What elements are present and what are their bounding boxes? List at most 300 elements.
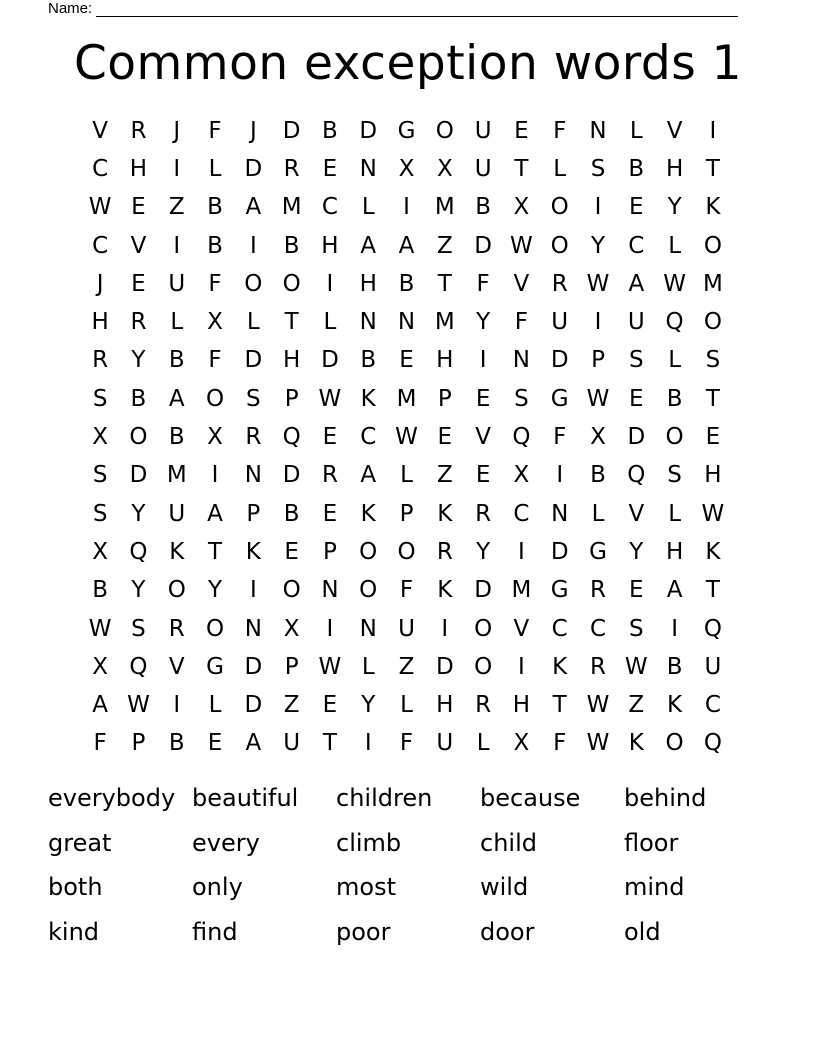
grid-letter: S [629, 615, 644, 642]
grid-letter: S [92, 500, 108, 527]
grid-letter: P [284, 653, 299, 680]
grid-letter: B [666, 653, 683, 680]
grid-letter: I [364, 730, 372, 757]
word-list [48, 778, 768, 956]
grid-letter: X [590, 424, 606, 451]
grid-letter: R [551, 270, 568, 297]
grid-letter: J [173, 117, 181, 144]
grid-letter: N [321, 577, 339, 604]
word-list-item: great [48, 828, 112, 857]
grid-letter: L [208, 155, 222, 182]
grid-letter: T [322, 730, 337, 757]
grid-letter: I [556, 462, 564, 489]
word-list-item: beautiful [192, 784, 299, 812]
grid-letter: D [550, 347, 569, 374]
grid-letter: J [249, 117, 257, 144]
grid-letter: I [594, 309, 602, 336]
word-list-item: kind [48, 917, 100, 946]
grid-letter: E [322, 424, 338, 451]
grid-letter: D [129, 462, 148, 489]
grid-letter: H [704, 462, 722, 489]
grid-letter: U [474, 117, 492, 144]
name-blank-line [96, 1, 738, 17]
grid-letter: K [360, 500, 376, 527]
grid-letter: W [586, 730, 610, 757]
grid-letter: I [441, 615, 449, 642]
grid-letter: J [96, 270, 104, 297]
grid-letter: Y [361, 692, 376, 719]
grid-letter: V [475, 424, 491, 451]
grid-letter: V [168, 653, 185, 680]
grid-letter: T [705, 577, 720, 604]
grid-letter: I [326, 270, 334, 297]
grid-letter: W [624, 653, 648, 680]
grid-letter: M [434, 309, 455, 336]
grid-letter: R [321, 462, 338, 489]
grid-letter: B [360, 347, 377, 374]
grid-letter: W [510, 232, 533, 259]
grid-letter: N [244, 462, 262, 489]
grid-letter: R [92, 347, 109, 374]
grid-letter: C [628, 232, 645, 259]
grid-letter: L [361, 653, 375, 680]
grid-letter: B [168, 347, 185, 374]
grid-letter: Q [703, 730, 722, 757]
word-list-item: find [192, 917, 238, 946]
grid-letter: Q [282, 424, 301, 451]
word-list-item: door [480, 917, 535, 946]
grid-letter: Y [131, 577, 146, 604]
grid-letter: H [91, 309, 109, 336]
grid-letter: S [705, 347, 721, 374]
grid-letter: V [513, 270, 530, 297]
grid-letter: T [552, 692, 567, 719]
grid-letter: F [208, 347, 222, 374]
grid-letter: I [173, 692, 181, 719]
grid-letter: K [667, 692, 683, 719]
grid-letter: O [550, 232, 569, 259]
grid-letter: D [321, 347, 339, 374]
grid-letter: A [398, 232, 415, 259]
grid-letter: L [400, 692, 413, 719]
grid-letter: F [208, 117, 222, 144]
grid-letter: X [513, 194, 530, 221]
grid-letter: I [594, 194, 602, 221]
grid-letter: D [359, 117, 378, 144]
grid-letter: O [703, 232, 722, 259]
grid-letter: B [283, 232, 300, 259]
grid-letter: Y [208, 577, 223, 604]
grid-letter: C [92, 232, 109, 259]
grid-letter: O [205, 615, 225, 642]
grid-letter: L [208, 692, 222, 719]
grid-letter: Z [168, 194, 185, 221]
word-list-item: because [480, 784, 581, 812]
grid-letter: E [514, 117, 529, 144]
grid-letter: L [591, 500, 605, 527]
grid-letter: Q [512, 424, 531, 451]
grid-letter: B [92, 577, 109, 604]
grid-letter: G [397, 117, 416, 144]
grid-letter: L [170, 309, 184, 336]
grid-letter: B [398, 270, 415, 297]
grid-letter: T [284, 309, 299, 336]
grid-letter: S [590, 155, 606, 182]
grid-letter: D [627, 424, 646, 451]
grid-letter: V [628, 500, 645, 527]
grid-letter: X [92, 653, 109, 680]
grid-letter: Z [398, 653, 415, 680]
grid-letter: M [702, 270, 723, 297]
grid-letter: M [434, 194, 455, 221]
grid-letter: U [436, 730, 454, 757]
grid-letter: R [130, 117, 147, 144]
grid-letter: R [168, 615, 185, 642]
grid-letter: D [282, 117, 301, 144]
grid-letter: O [474, 615, 493, 642]
grid-letter: K [360, 385, 376, 412]
grid-letter: W [701, 500, 725, 527]
grid-letter: F [553, 117, 567, 144]
grid-letter: I [671, 615, 678, 642]
grid-letter: D [244, 347, 263, 374]
grid-letter: N [589, 117, 607, 144]
grid-letter: I [518, 538, 525, 565]
grid-letter: B [322, 117, 338, 144]
word-list-item: only [192, 873, 243, 901]
grid-letter: Z [436, 232, 453, 259]
grid-letter: A [168, 385, 185, 412]
grid-letter: M [511, 577, 532, 604]
grid-letter: B [475, 194, 491, 221]
grid-letter: M [166, 462, 187, 489]
grid-letter: V [92, 117, 109, 144]
grid-letter: Y [667, 194, 682, 221]
word-list-item: child [480, 828, 537, 857]
grid-letter: E [284, 538, 299, 565]
grid-letter: H [359, 270, 377, 297]
grid-letter: F [553, 424, 567, 451]
word-list-item: everybody [48, 784, 176, 812]
grid-letter: S [629, 347, 644, 374]
word-list-item: old [624, 917, 661, 946]
grid-letter: O [282, 270, 301, 297]
grid-letter: X [436, 155, 453, 182]
grid-letter: U [168, 500, 186, 527]
grid-letter: E [629, 577, 644, 604]
grid-letter: L [361, 194, 375, 221]
grid-letter: E [322, 155, 338, 182]
page-title: Common exception words 1 [73, 36, 743, 91]
grid-letter: U [283, 730, 301, 757]
grid-letter: X [92, 424, 109, 451]
grid-letter: O [359, 577, 378, 604]
grid-letter: D [550, 538, 569, 565]
grid-letter: O [167, 577, 186, 604]
grid-letter: N [244, 615, 262, 642]
grid-letter: G [589, 538, 607, 565]
grid-letter: N [512, 347, 531, 374]
grid-letter: X [207, 309, 223, 336]
grid-letter: Y [476, 538, 491, 565]
word-list-item: both [48, 873, 103, 901]
grid-letter: U [551, 309, 569, 336]
grid-letter: K [169, 538, 185, 565]
grid-letter: S [92, 462, 108, 489]
grid-letter: H [665, 538, 684, 565]
grid-letter: D [474, 577, 492, 604]
grid-letter: K [705, 194, 721, 221]
grid-letter: K [552, 653, 568, 680]
grid-letter: O [359, 538, 378, 565]
grid-letter: R [283, 155, 300, 182]
word-list-item: behind [624, 784, 707, 812]
grid-letter: E [322, 692, 338, 719]
grid-letter: S [667, 462, 682, 489]
word-list-item: climb [336, 828, 402, 857]
grid-letter: C [704, 692, 721, 719]
grid-letter: R [475, 500, 492, 527]
grid-letter: C [513, 500, 530, 527]
grid-letter: D [244, 155, 263, 182]
grid-letter: H [129, 155, 148, 182]
grid-letter: M [396, 385, 417, 412]
grid-letter: W [663, 270, 686, 297]
grid-letter: U [704, 653, 722, 680]
grid-letter: L [668, 347, 682, 374]
grid-letter: O [435, 117, 454, 144]
grid-letter: E [475, 462, 491, 489]
grid-letter: D [244, 692, 263, 719]
grid-letter: M [281, 194, 302, 221]
grid-letter: E [437, 424, 453, 451]
grid-letter: K [628, 730, 644, 757]
grid-letter: F [399, 577, 414, 604]
grid-letter: F [553, 730, 567, 757]
grid-letter: W [127, 692, 150, 719]
grid-letter: F [208, 270, 222, 297]
name-field [48, 0, 738, 17]
grid-letter: H [665, 155, 684, 182]
grid-letter: I [249, 577, 257, 604]
grid-letter: D [435, 653, 454, 680]
grid-letter: S [246, 385, 261, 412]
grid-letter: V [513, 615, 530, 642]
word-list-item: every [192, 828, 260, 857]
grid-letter: O [703, 309, 722, 336]
grid-letter: Q [665, 309, 684, 336]
grid-letter: P [437, 385, 452, 412]
grid-letter: R [590, 577, 606, 604]
grid-letter: N [551, 500, 569, 527]
grid-letter: I [518, 653, 525, 680]
grid-letter: W [586, 270, 610, 297]
grid-letter: O [129, 424, 148, 451]
grid-letter: I [709, 117, 717, 144]
grid-letter: S [514, 385, 529, 412]
grid-letter: F [399, 730, 414, 757]
grid-letter: H [436, 347, 454, 374]
grid-letter: D [282, 462, 301, 489]
grid-letter: X [207, 424, 223, 451]
grid-letter: T [514, 155, 529, 182]
word-list-item: mind [624, 873, 685, 901]
grid-letter: N [359, 155, 377, 182]
grid-letter: E [322, 500, 338, 527]
grid-letter: X [513, 462, 530, 489]
grid-letter: U [398, 615, 415, 642]
grid-letter: Q [129, 653, 148, 680]
grid-letter: T [705, 155, 720, 182]
grid-letter: E [475, 385, 491, 412]
grid-letter: B [130, 385, 147, 412]
grid-letter: A [360, 232, 377, 259]
grid-letter: I [173, 155, 181, 182]
grid-letter: R [130, 309, 147, 336]
name-label: Name: [48, 0, 93, 17]
grid-letter: U [168, 270, 186, 297]
grid-letter: E [629, 194, 644, 221]
grid-letter: H [282, 347, 301, 374]
grid-letter: E [629, 385, 644, 412]
grid-letter: B [207, 232, 223, 259]
grid-letter: Y [590, 232, 606, 259]
grid-letter: S [92, 385, 108, 412]
grid-letter: B [168, 424, 185, 451]
grid-letter: Y [476, 309, 491, 336]
grid-letter: K [437, 577, 453, 604]
grid-letter: L [246, 309, 260, 336]
grid-letter: T [437, 270, 452, 297]
grid-letter: E [131, 194, 146, 221]
grid-letter: O [474, 653, 493, 680]
grid-letter: W [88, 615, 112, 642]
grid-letter: I [249, 232, 257, 259]
grid-letter: R [475, 692, 492, 719]
grid-letter: L [553, 155, 567, 182]
grid-letter: W [395, 424, 418, 451]
grid-letter: B [590, 462, 606, 489]
grid-letter: X [513, 730, 530, 757]
grid-letter: K [245, 538, 261, 565]
grid-letter: Z [283, 692, 300, 719]
grid-letter: O [244, 270, 263, 297]
grid-letter: H [512, 692, 531, 719]
grid-letter: Y [131, 500, 146, 527]
grid-letter: F [93, 730, 107, 757]
grid-letter: Q [627, 462, 646, 489]
grid-letter: T [705, 385, 720, 412]
grid-letter: P [284, 385, 299, 412]
grid-letter: B [666, 385, 683, 412]
grid-letter: A [245, 730, 262, 757]
grid-letter: C [551, 615, 568, 642]
grid-letter: P [246, 500, 261, 527]
grid-letter: L [323, 309, 337, 336]
grid-letter: G [550, 577, 569, 604]
grid-letter: O [397, 538, 416, 565]
grid-letter: H [321, 232, 339, 259]
grid-letter: S [131, 615, 146, 642]
grid-letter: W [318, 653, 342, 680]
grid-letter: U [474, 155, 492, 182]
word-list-item: wild [480, 873, 529, 901]
grid-letter: C [321, 194, 338, 221]
grid-letter: A [628, 270, 645, 297]
grid-letter: U [627, 309, 645, 336]
word-list-item: children [336, 784, 433, 812]
grid-letter: A [92, 692, 109, 719]
grid-letter: V [130, 232, 147, 259]
grid-letter: F [514, 309, 529, 336]
grid-letter: A [245, 194, 262, 221]
grid-letter: N [359, 615, 377, 642]
grid-letter: E [399, 347, 414, 374]
grid-letter: L [668, 500, 682, 527]
grid-letter: Q [703, 615, 722, 642]
word-list-item: most [336, 873, 396, 901]
grid-letter: O [665, 730, 684, 757]
grid-letter: I [479, 347, 487, 374]
grid-letter: L [668, 232, 682, 259]
grid-letter: O [205, 385, 225, 412]
grid-letter: O [282, 577, 301, 604]
grid-letter: W [88, 194, 112, 221]
grid-letter: X [92, 538, 109, 565]
grid-letter: W [318, 385, 342, 412]
grid-letter: R [245, 424, 262, 451]
grid-letter: P [131, 730, 146, 757]
grid-letter: E [207, 730, 223, 757]
grid-letter: K [705, 538, 721, 565]
grid-letter: L [476, 730, 490, 757]
grid-letter: D [474, 232, 492, 259]
grid-letter: D [244, 653, 263, 680]
grid-letter: Y [131, 347, 146, 374]
grid-letter: K [437, 500, 453, 527]
grid-letter: C [589, 615, 607, 642]
grid-letter: B [168, 730, 185, 757]
grid-letter: T [208, 538, 223, 565]
grid-letter: A [666, 577, 683, 604]
grid-letter: V [666, 117, 683, 144]
grid-letter: W [586, 692, 610, 719]
grid-letter: X [398, 155, 415, 182]
grid-letter: E [131, 270, 146, 297]
grid-letter: A [360, 462, 377, 489]
grid-letter: G [206, 653, 224, 680]
grid-letter: C [92, 155, 109, 182]
grid-letter: X [283, 615, 300, 642]
grid-letter: I [326, 615, 334, 642]
grid-letter: B [628, 155, 645, 182]
grid-letter: E [705, 424, 721, 451]
grid-letter: H [436, 692, 454, 719]
grid-letter: A [207, 500, 223, 527]
grid-letter: Z [436, 462, 453, 489]
grid-letter: Q [129, 538, 148, 565]
grid-letter: Z [628, 692, 645, 719]
grid-letter: Y [629, 538, 644, 565]
word-list-item: floor [624, 828, 679, 857]
grid-letter: F [476, 270, 490, 297]
grid-letter: I [403, 194, 410, 221]
grid-letter: O [550, 194, 569, 221]
grid-letter: P [591, 347, 605, 374]
grid-letter: N [359, 309, 377, 336]
grid-letter: N [397, 309, 416, 336]
grid-letter: C [360, 424, 377, 451]
